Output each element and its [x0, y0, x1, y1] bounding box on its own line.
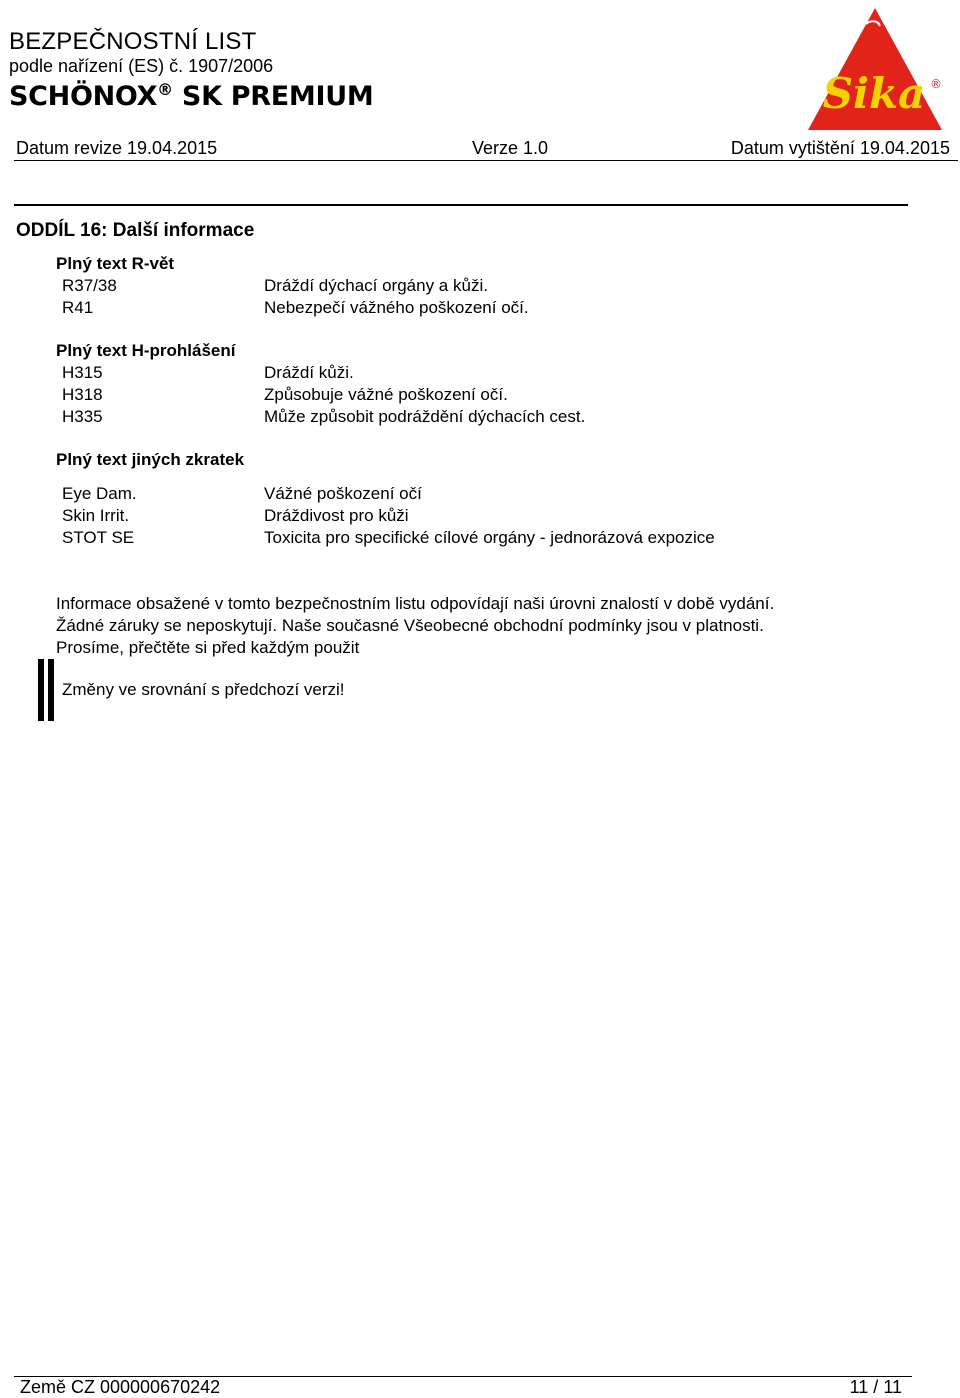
- product-name-suffix: SK PREMIUM: [172, 81, 374, 112]
- product-name-text: SCHÖNOX: [9, 81, 158, 112]
- change-marker-bars: [38, 659, 56, 721]
- change-bar: [48, 659, 54, 721]
- r-phrase-text: Dráždí dýchací orgány a kůži.: [264, 276, 488, 295]
- h-statement-row: [0, 385, 900, 407]
- h-statements-heading: Plný text H-prohlášení: [56, 341, 236, 360]
- h-statement-row: [0, 407, 900, 429]
- r-phrase-row: [0, 298, 900, 320]
- document-title: BEZPEČNOSTNÍ LIST: [9, 28, 257, 55]
- page-number: 11 / 11: [849, 1377, 902, 1397]
- h-statement-text: Dráždí kůži.: [264, 363, 354, 382]
- version: Verze 1.0: [472, 138, 549, 158]
- section-divider: [14, 204, 908, 206]
- disclaimer-line: Prosíme, přečtěte si před každým použit: [56, 638, 360, 657]
- abbreviation-row: [0, 506, 900, 528]
- h-statement-code: H315: [62, 363, 103, 382]
- h-statement-text: Způsobuje vážné poškození očí.: [264, 385, 508, 404]
- revision-date: Datum revize 19.04.2015: [16, 138, 218, 158]
- h-statement-row: [0, 363, 900, 385]
- logo-wordmark: Sika: [822, 69, 926, 118]
- section-title: ODDÍL 16: Další informace: [16, 220, 255, 241]
- registered-mark: ®: [157, 80, 173, 99]
- abbreviation-row: [0, 528, 900, 550]
- product-name: [9, 80, 373, 112]
- r-phrase-code: R37/38: [62, 276, 117, 295]
- abbreviation-code: Skin Irrit.: [62, 506, 130, 525]
- disclaimer-line: Žádné záruky se neposkytují. Naše současné Všeobecné obchodní podmínky jsou v platnosti.: [56, 616, 764, 635]
- footer-country-code: Země CZ 000000670242: [20, 1377, 221, 1397]
- regulation-reference: podle nařízení (ES) č. 1907/2006: [9, 56, 274, 76]
- disclaimer-paragraph: [56, 593, 916, 659]
- changes-note: Změny ve srovnání s předchozí verzi!: [62, 680, 345, 699]
- abbreviation-text: Vážné poškození očí: [264, 484, 422, 503]
- logo-registered-mark: ®: [930, 77, 942, 91]
- abbreviation-text: Dráždivost pro kůži: [264, 506, 409, 525]
- abbreviations-heading: Plný text jiných zkratek: [56, 450, 245, 469]
- r-phrases-heading: Plný text R-vět: [56, 254, 175, 273]
- abbreviation-code: Eye Dam.: [62, 484, 137, 503]
- sika-logo: [806, 6, 944, 131]
- change-bar: [38, 659, 44, 721]
- r-phrase-text: Nebezpečí vážného poškození očí.: [264, 298, 529, 317]
- h-statement-text: Může způsobit podráždění dýchacích cest.: [264, 407, 586, 426]
- print-date: Datum vytištění 19.04.2015: [730, 138, 950, 158]
- abbreviation-code: STOT SE: [62, 528, 135, 547]
- r-phrase-code: R41: [62, 298, 94, 317]
- header-divider: [14, 160, 958, 161]
- abbreviation-text: Toxicita pro specifické cílové orgány - jednorázová expozice: [264, 528, 715, 547]
- disclaimer-line: Informace obsažené v tomto bezpečnostním listu odpovídají naši úrovni znalostí v době vydání.: [56, 594, 775, 613]
- r-phrase-row: [0, 276, 900, 298]
- h-statement-code: H318: [62, 385, 103, 404]
- h-statement-code: H335: [62, 407, 103, 426]
- abbreviation-row: [0, 484, 900, 506]
